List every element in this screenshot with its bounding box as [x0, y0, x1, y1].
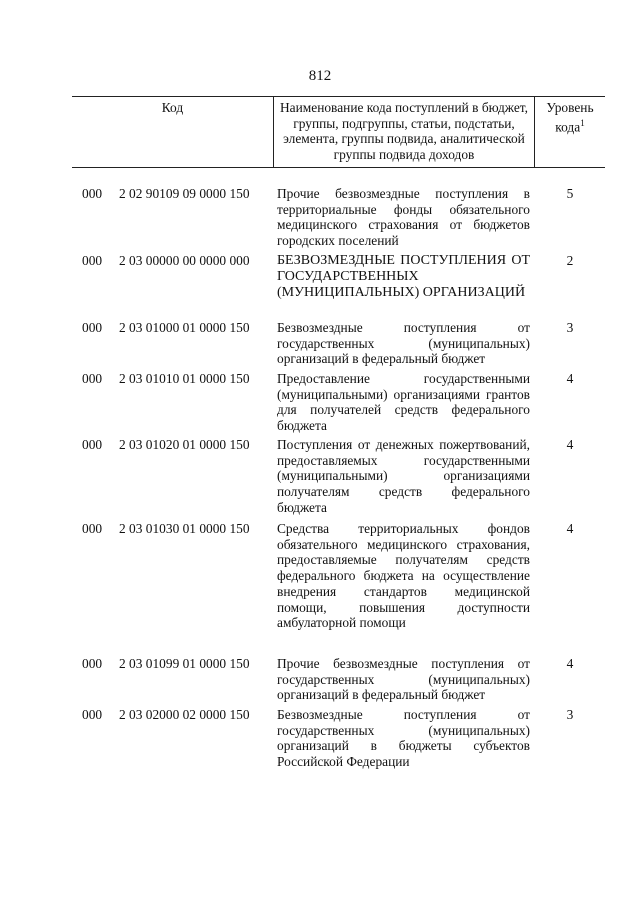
row-level: 2 — [566, 253, 574, 268]
row-code: 2 02 90109 09 0000 150 — [119, 186, 250, 201]
header-level-label: Уровень кода — [546, 100, 594, 134]
footnote-mark: 1 — [580, 117, 585, 128]
row-level: 4 — [566, 437, 574, 452]
row-level: 3 — [566, 707, 574, 722]
row-code: 2 03 02000 02 0000 150 — [119, 707, 250, 722]
row-name: Поступления от денежных пожертвований, предоставляемых государственными (муниципальными) организациями получателям средств федерального бюджета — [277, 437, 530, 515]
row-level: 4 — [566, 656, 574, 671]
row-code: 2 03 01020 01 0000 150 — [119, 437, 250, 452]
row-prefix: 000 — [82, 253, 103, 268]
header-code: Код — [161, 100, 184, 115]
row-name: Безвозмездные поступления от государственных (муниципальных) организаций в федеральный бюджет — [277, 320, 530, 367]
row-prefix: 000 — [82, 707, 103, 722]
row-name: Прочие безвозмездные поступления в территориальные фонды обязательного медицинского страхования от бюджетов городских поселений — [277, 186, 530, 249]
row-code: 2 03 01010 01 0000 150 — [119, 371, 250, 386]
row-level: 4 — [566, 371, 574, 386]
row-level: 3 — [566, 320, 574, 335]
page-number: 812 — [308, 68, 332, 84]
header-level — [535, 100, 605, 134]
header-name: Наименование кода поступлений в бюджет, группы, подгруппы, статьи, подстатьи, элемента, группы подвида, аналитической группы подвида доходов — [280, 100, 528, 162]
row-prefix: 000 — [82, 521, 103, 536]
table-header — [72, 96, 605, 168]
row-code: 2 03 00000 00 0000 000 — [119, 253, 250, 268]
row-name: Предоставление государственными (муниципальными) организациями грантов для получателей средств федерального бюджета — [277, 371, 530, 434]
row-name: Безвозмездные поступления от государственных (муниципальных) организаций в бюджеты субъектов Российской Федерации — [277, 707, 530, 770]
row-level: 5 — [566, 186, 574, 201]
row-prefix: 000 — [82, 371, 103, 386]
row-name: Средства территориальных фондов обязательного медицинского страхования, предоставляемые получателям средств федерального бюджета на осуществление внедрения стандартов медицинской помощи, повышения доступности амбулаторной помощи — [277, 521, 530, 631]
row-prefix: 000 — [82, 656, 103, 671]
row-code: 2 03 01030 01 0000 150 — [119, 521, 250, 536]
row-level: 4 — [566, 521, 574, 536]
row-name: БЕЗВОЗМЕЗДНЫЕ ПОСТУПЛЕНИЯ ОТ ГОСУДАРСТВЕННЫХ (МУНИЦИПАЛЬНЫХ) ОРГАНИЗАЦИЙ — [277, 253, 530, 301]
row-prefix: 000 — [82, 320, 103, 335]
row-prefix: 000 — [82, 186, 103, 201]
row-prefix: 000 — [82, 437, 103, 452]
row-name: Прочие безвозмездные поступления от государственных (муниципальных) организаций в федеральный бюджет — [277, 656, 530, 703]
row-code: 2 03 01000 01 0000 150 — [119, 320, 250, 335]
row-code: 2 03 01099 01 0000 150 — [119, 656, 250, 671]
